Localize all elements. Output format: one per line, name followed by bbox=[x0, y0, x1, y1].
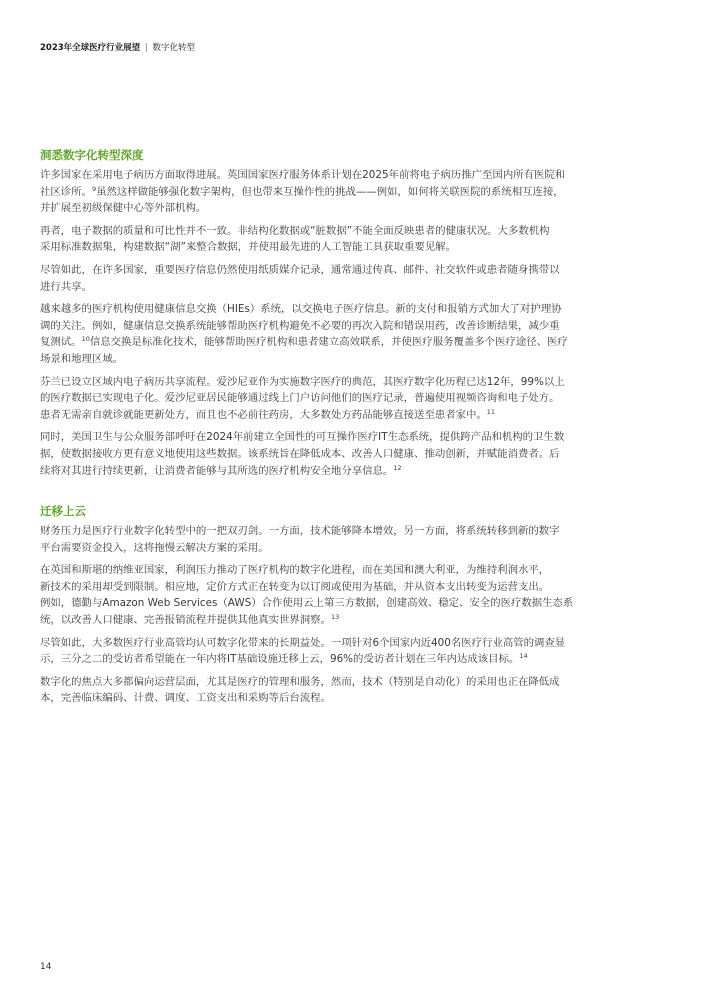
header-separator: | bbox=[144, 43, 148, 53]
section-title: 洞悉数字化转型深度 bbox=[40, 148, 144, 162]
page-number: 14 bbox=[40, 962, 52, 972]
text-segment: 新技术的采用却受到限制。相应地，定价方式正在转变为以订阅或使用为基础，并从资本支出转变为运营支出。 bbox=[40, 580, 550, 593]
page-header bbox=[40, 41, 195, 53]
text-line bbox=[40, 334, 672, 351]
paragraph bbox=[40, 674, 672, 707]
text-segment: 尽管如此，在许多国家，重要医疗信息仍然使用纸质媒介记录，通常通过传真、邮件、社交软件或患者随身携带以 bbox=[40, 263, 560, 276]
header-section: 数字化转型 bbox=[152, 43, 195, 53]
footnote-ref: 13 bbox=[330, 613, 340, 622]
text-line bbox=[40, 279, 672, 296]
text-line bbox=[40, 446, 672, 463]
text-line bbox=[40, 523, 672, 540]
section-title: 迁移上云 bbox=[40, 504, 86, 519]
text-segment: 本，完善临床编码、计费、调度、工资支出和采购等后台流程。 bbox=[40, 692, 331, 705]
text-segment: 调的关注。例如，健康信息交换系统能够帮助医疗机构避免不必要的再次入院和错误用药，改善诊断结果，减少重 bbox=[40, 319, 560, 332]
paragraph bbox=[40, 523, 672, 556]
text-segment: 尽管如此，大多数医疗行业高管均认可数字化带来的长期益处。一项针对6个国家内近400名医疗行业高管的调查显 bbox=[40, 636, 566, 649]
paragraph bbox=[40, 262, 672, 295]
text-line bbox=[40, 690, 672, 707]
paragraph bbox=[40, 301, 672, 367]
footnote-ref: 12 bbox=[393, 463, 402, 472]
text-segment: 续将对其进行持续更新，让消费者能够与其所选的医疗机构安全地分享信息。 bbox=[40, 464, 394, 477]
paragraph bbox=[40, 429, 672, 479]
text-line bbox=[40, 407, 672, 424]
text-segment: 信息交换是标准化技术，能够帮助医疗机构和患者建立高效联系，并使医疗服务覆盖多个医疗途径、医疗 bbox=[89, 336, 568, 349]
text-line bbox=[40, 318, 672, 335]
text-segment: 在英国和斯堪的纳维亚国家，利润压力推动了医疗机构的数字化进程，而在美国和澳大利亚，为维持利润水平， bbox=[40, 564, 550, 577]
text-line bbox=[40, 612, 672, 629]
text-segment: 采用标准数据集，构建数据“湖”来整合数据，并使用最先进的人工智能工具获取重要见解。 bbox=[40, 241, 456, 254]
text-segment: 财务压力是医疗行业数字化转型中的一把双刃剑。一方面，技术能够降本增效，另一方面，将系统转移到新的数字 bbox=[40, 525, 560, 538]
text-segment: 进行共享。 bbox=[40, 280, 92, 293]
text-segment: 的医疗数据已实现电子化。爱沙尼亚居民能够通过线上门户访问他们的医疗记录，普遍使用视频咨询和电子处方。 bbox=[40, 392, 560, 405]
paragraph bbox=[40, 223, 672, 256]
text-line bbox=[40, 429, 672, 446]
report-title: 2023年全球医疗行业展望 bbox=[40, 43, 141, 53]
text-segment: 数字化的焦点大多都偏向运营层面，尤其是医疗的管理和服务，然而，技术（特别是自动化）的采用也正在降低成 bbox=[40, 675, 560, 688]
text-line bbox=[40, 184, 672, 201]
text-line bbox=[40, 562, 672, 579]
text-line bbox=[40, 262, 672, 279]
text-line bbox=[40, 167, 672, 184]
text-line bbox=[40, 200, 672, 217]
footnote-ref: 9 bbox=[91, 184, 97, 193]
text-segment: 复测试。 bbox=[40, 336, 82, 349]
text-segment: 示，三分之二的受访者希望能在一年内将IT基础设施迁移上云，96%的受访者计划在三年内达成该目标。 bbox=[40, 653, 520, 666]
text-segment: 社区诊所。 bbox=[40, 185, 92, 198]
footnote-ref: 10 bbox=[81, 335, 90, 344]
text-segment: 例如，德勤与Amazon Web Services（AWS）合作使用云上第三方数据，创建高效、稳定、安全的医疗数据生态系 bbox=[40, 597, 574, 610]
text-line bbox=[40, 595, 672, 612]
text-segment: 场景和地理区域。 bbox=[40, 352, 124, 365]
text-line bbox=[40, 223, 672, 240]
text-segment: 患者无需亲自就诊就能更新处方，而且也不必前往药房，大多数处方药品能够直接送至患者家中。 bbox=[40, 408, 487, 421]
footnote-ref: 14 bbox=[519, 652, 528, 661]
text-line bbox=[40, 390, 672, 407]
text-segment: 统，以改善人口健康、完善报销流程并提供其他真实世界洞察。 bbox=[40, 614, 331, 627]
text-segment: 越来越多的医疗机构使用健康信息交换（HIEs）系统，以交换电子医疗信息。新的支付和报销方式加大了对护理协 bbox=[40, 303, 562, 316]
text-line bbox=[40, 301, 672, 318]
text-line bbox=[40, 463, 672, 480]
text-segment: 同时，美国卫生与公众服务部呼吁在2024年前建立全国性的可互操作医疗IT生态系统，提供跨产品和机构的卫生数 bbox=[40, 431, 565, 444]
article-body bbox=[40, 147, 672, 713]
text-line bbox=[40, 540, 672, 557]
paragraph bbox=[40, 635, 672, 668]
footnote-ref: 11 bbox=[486, 407, 496, 416]
text-segment: 许多国家在采用电子病历方面取得进展。英国国家医疗服务体系计划在2025年前将电子病历推广至国内所有医院和 bbox=[40, 169, 566, 181]
text-line bbox=[40, 351, 672, 368]
text-segment: 再者，电子数据的质量和可比性并不一致。非结构化数据或“脏数据”不能全面反映患者的健康状况。大多数机构 bbox=[40, 224, 550, 237]
text-segment: 芬兰已设立区域内电子病历共享流程。爱沙尼亚作为实施数字医疗的典范，其医疗数字化历程已达12年，99%以上 bbox=[40, 375, 565, 388]
text-segment: 并扩展至初级保健中心等外部机构。 bbox=[40, 202, 207, 215]
paragraph bbox=[40, 374, 672, 424]
text-line bbox=[40, 651, 672, 668]
text-line bbox=[40, 374, 672, 391]
paragraph bbox=[40, 562, 672, 628]
text-segment: 平台需要资金投入，这将拖慢云解决方案的采用。 bbox=[40, 541, 269, 554]
text-segment: 虽然这样做能够强化数字架构，但也带来互操作性的挑战——例如，如何将关联医院的系统相互连接， bbox=[96, 185, 564, 198]
text-line bbox=[40, 579, 672, 596]
paragraph bbox=[40, 167, 672, 217]
text-segment: 据，使数据接收方更有意义地使用这些数据。该系统旨在降低成本、改善人口健康、推动创新，并赋能消费者。后 bbox=[40, 447, 560, 460]
text-line bbox=[40, 674, 672, 691]
text-line bbox=[40, 239, 672, 256]
text-line bbox=[40, 635, 672, 652]
